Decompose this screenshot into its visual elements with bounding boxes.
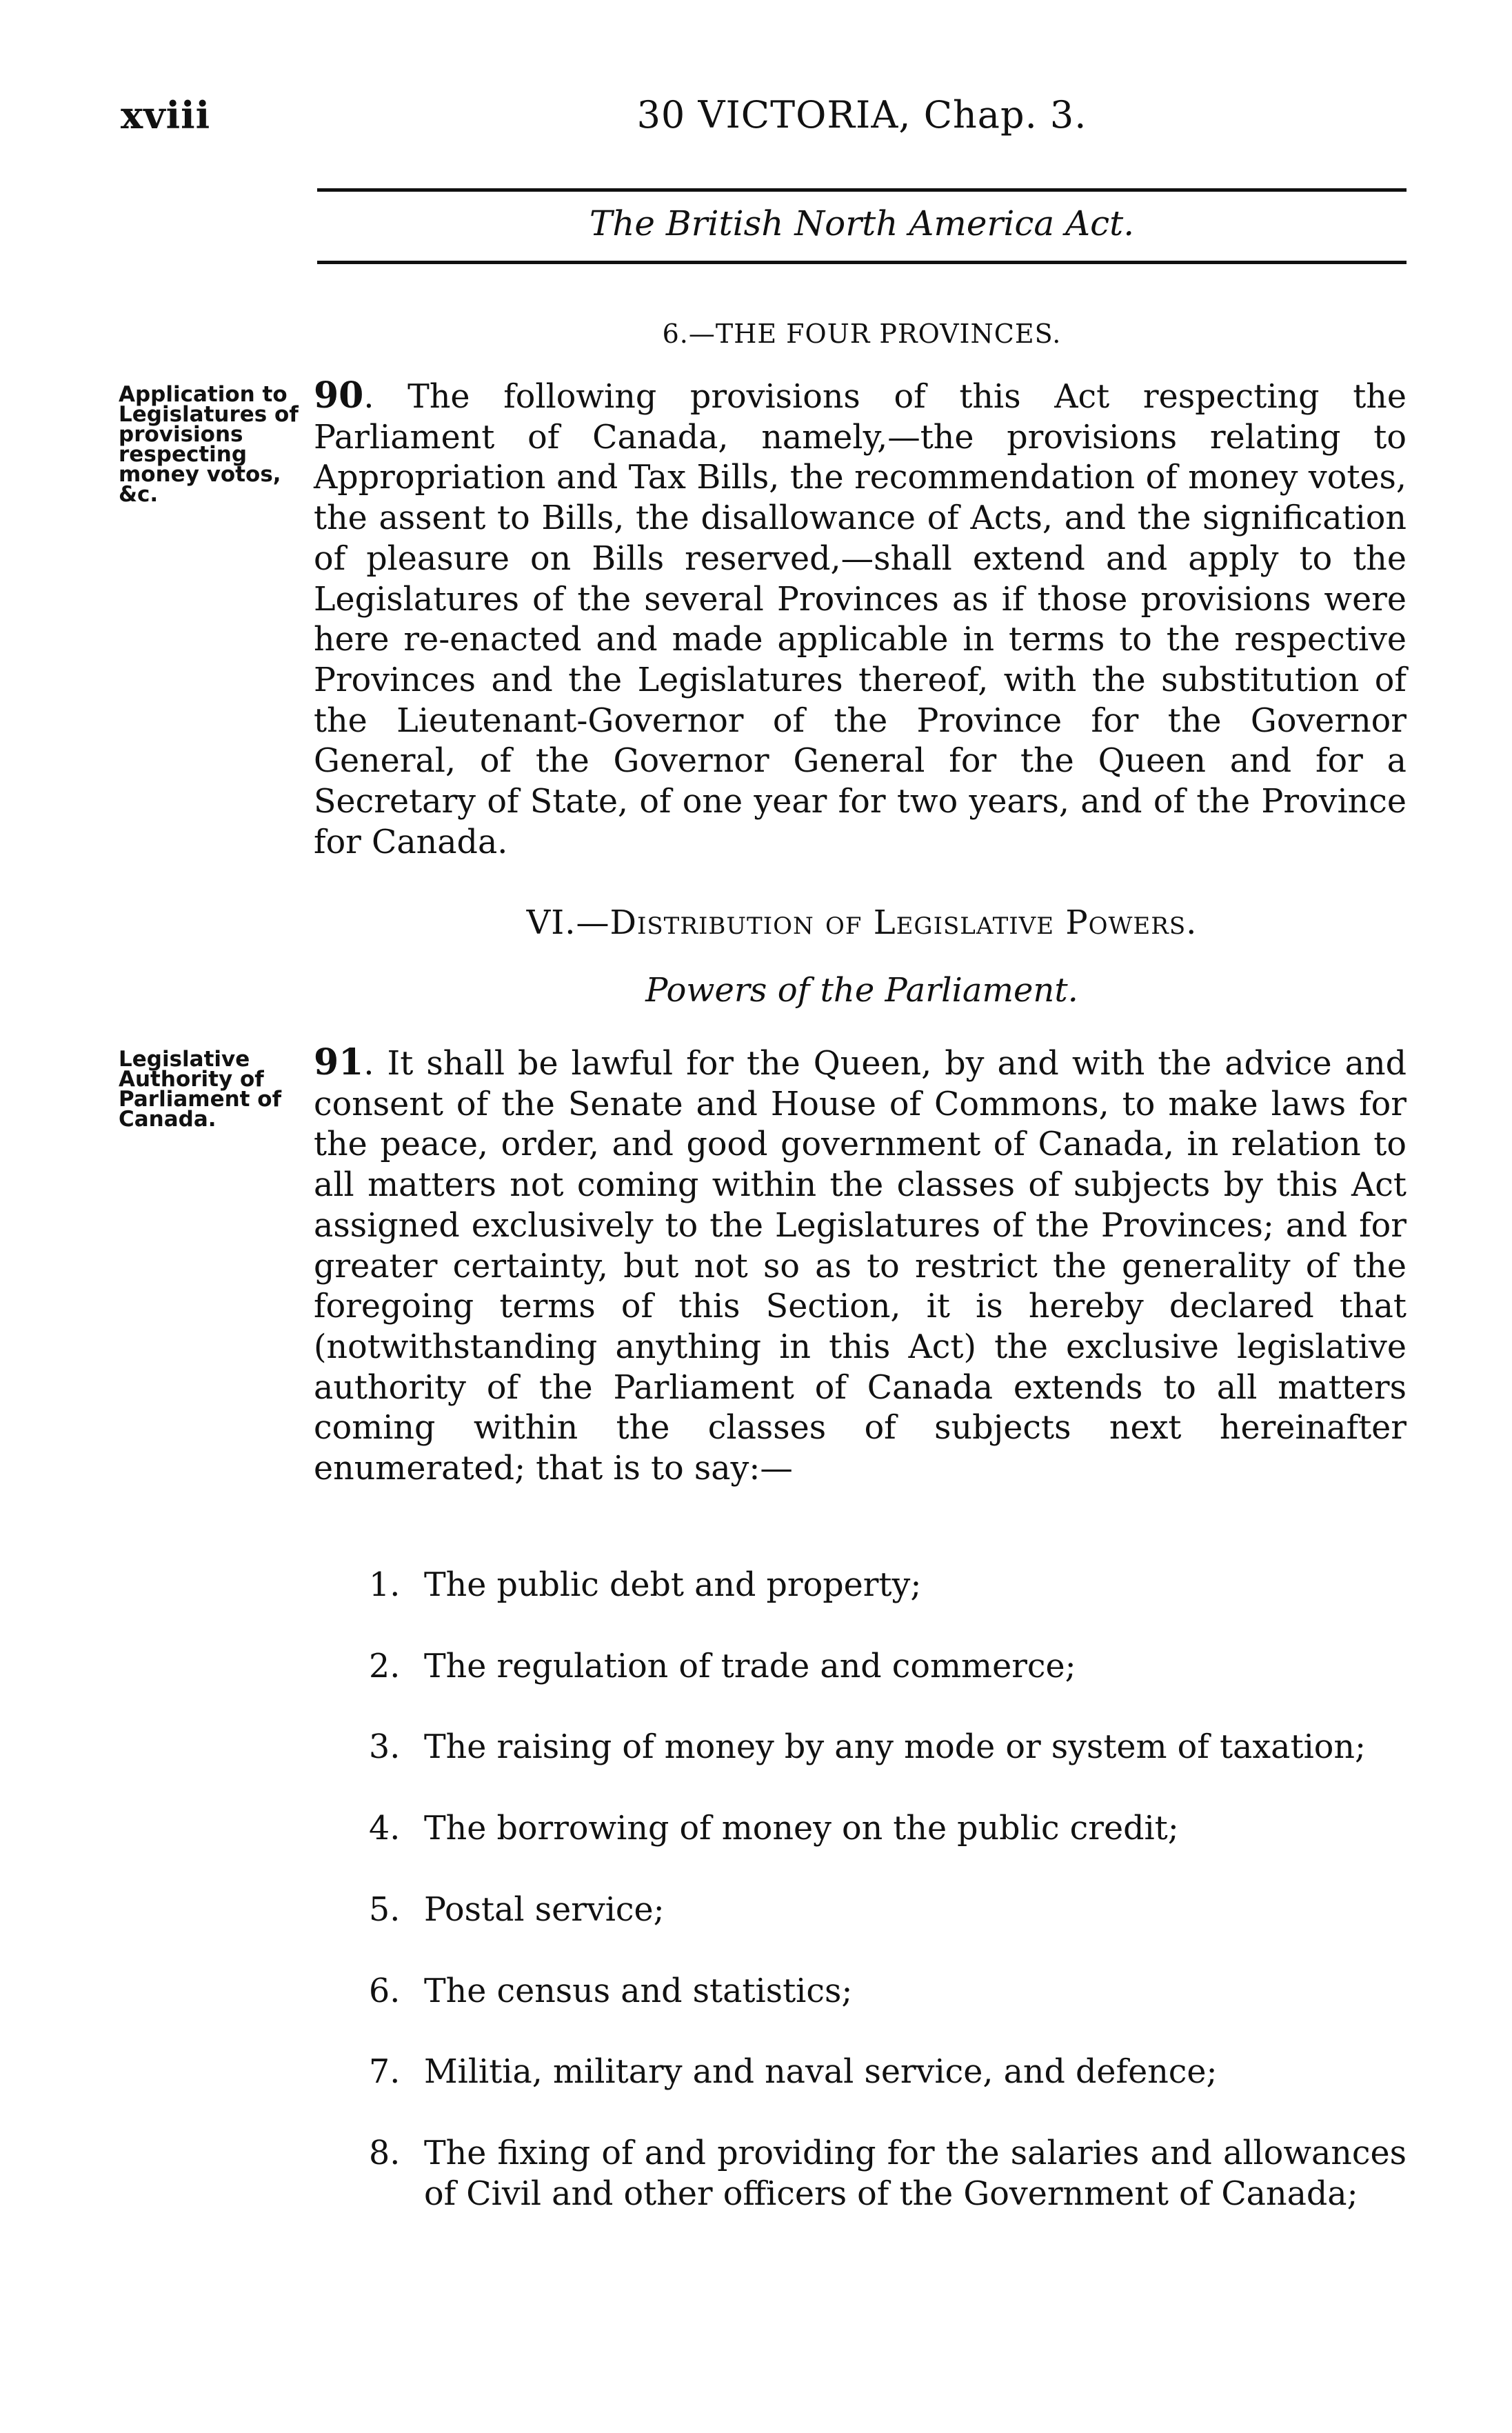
list-item-number: 7. [369,2053,401,2092]
list-item-text: The fixing of and providing for the salaries and allowances of Civil and other officers of the Government of Canada; [424,2134,1407,2213]
section-heading: 6.—THE FOUR PROVINCES. [662,319,1062,349]
list-item [369,2134,1407,2214]
part-heading: VI.—Distribution of Legislative Powers. [526,903,1198,942]
section-text: . The following provisions of this Act respecting the Parliament of Canada, namely,—the provisions relating to Appropriation and Tax Bills, the recommendation of money votes, the assent to Bills, the disallowance of Acts, and the signification of pleasure on Bills reserved,—shall extend and apply to the Legislatures of the several Provinces as if those provisions were here re-enacted and made applicable in terms to the respective Provinces and the Legislatures thereof, with the substitution of the Lieutenant-Governor of the Province for the Governor General, of the Governor General for the Queen and for a Secretary of State, of one year for two years, and of the Province for Canada. [314,378,1407,861]
page-number: xviii [121,93,211,137]
list-item-text: Militia, military and naval service, and defence; [424,2053,1218,2092]
header-rule-top [317,188,1407,192]
header-rule-bottom [317,261,1407,264]
list-item-text: The borrowing of money on the public credit; [424,1810,1179,1848]
section-90-paragraph [314,376,1407,863]
list-item-number: 5. [369,1890,401,1929]
list-item-number: 6. [369,1972,401,2010]
margin-note-section-90: Application to Legislatures of provisions respecting money votos, &c. [119,382,299,507]
section-text: . It shall be lawful for the Queen, by and with the advice and consent of the Senate and House of Commons, to make laws for the peace, order, and good government of Canada, in relation to all matters not coming within the classes of subjects by this Act assigned exclusively to the Legislatures of the Provinces; and for greater certainty, but not so as to restrict the generality of the foregoing terms of this Section, it is hereby declared that (notwithstanding anything in this Act) the exclusive legislative authority of the Parliament of Canada extends to all matters coming within the classes of subjects next hereinafter enumerated; that is to say:— [314,1045,1407,1488]
list-item-number: 2. [369,1647,401,1685]
list-item-number: 4. [369,1810,401,1848]
act-title: The British North America Act. [589,203,1135,243]
list-item [369,1647,1407,1688]
section-number: 90 [314,374,364,417]
list-item-text: The regulation of trade and commerce; [424,1647,1076,1685]
enumerated-subjects-list [369,1565,1407,2255]
running-head: 30 VICTORIA, Chap. 3. [636,93,1087,137]
list-item [369,2052,1407,2093]
list-item [369,1565,1407,1606]
list-item-text: The census and statistics; [424,1972,853,2010]
margin-note-section-91: Legislative Authority of Parliament of Canada. [119,1047,282,1132]
list-item-number: 8. [369,2134,401,2172]
section-number: 91 [314,1041,364,1083]
list-item-text: Postal service; [424,1890,665,1929]
list-item [369,1890,1407,1931]
list-item [369,1728,1407,1768]
section-91-paragraph [314,1043,1407,1490]
part-subheading: Powers of the Parliament. [645,971,1078,1010]
list-item-text: The raising of money by any mode or system of taxation; [424,1728,1366,1767]
list-item [369,1972,1407,2012]
list-item-number: 1. [369,1566,401,1604]
list-item [369,1809,1407,1850]
list-item-text: The public debt and property; [424,1566,922,1604]
list-item-number: 3. [369,1728,401,1767]
